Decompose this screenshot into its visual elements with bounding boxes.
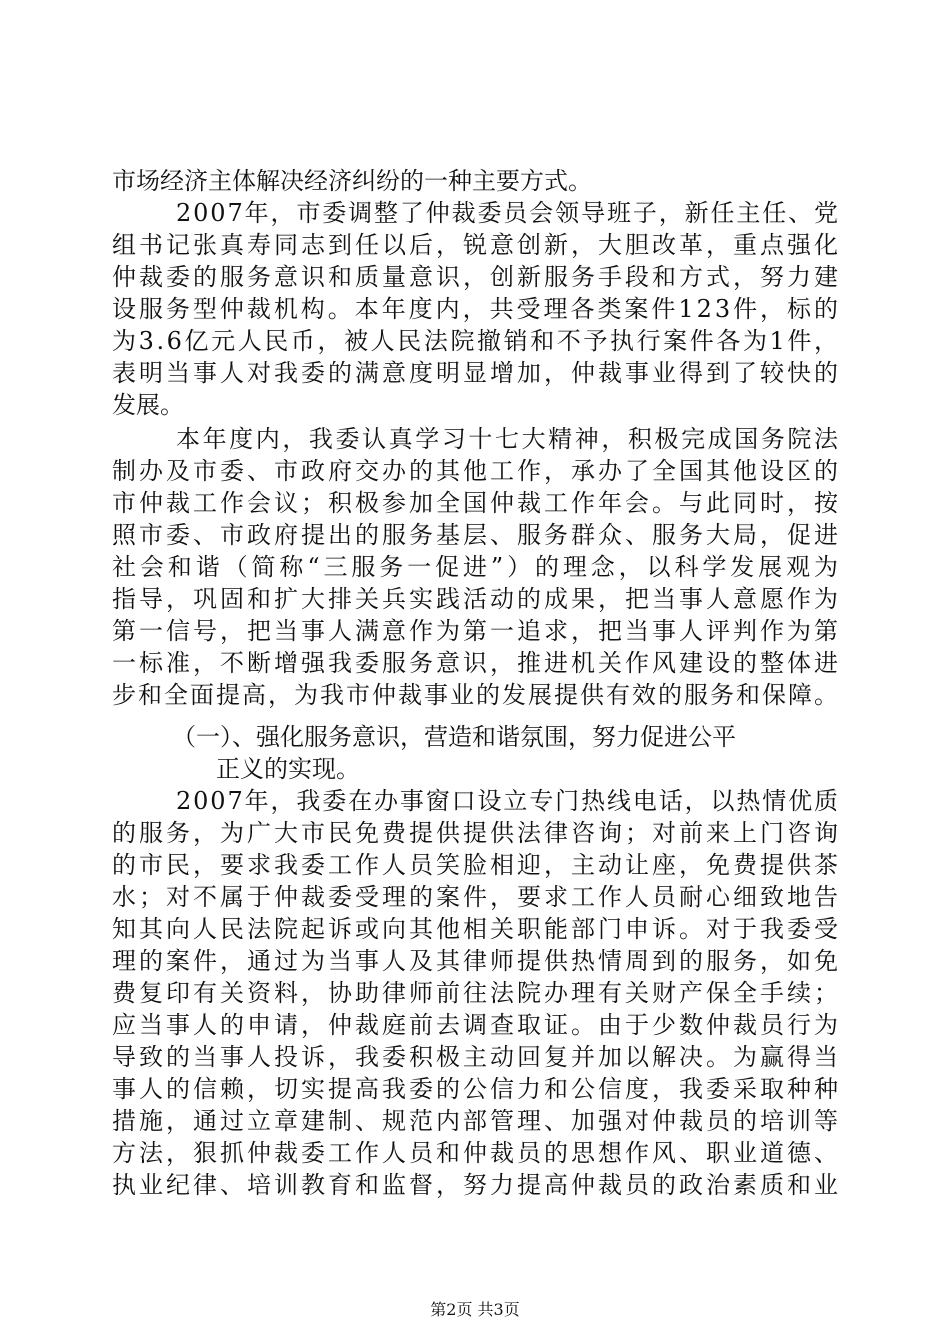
text-line: 费复印有关资料，协助律师前往法院办理有关财产保全手续； (112, 979, 841, 1007)
text-line: 制办及市委、市政府交办的其他工作，承办了全国其他设区的 (112, 457, 841, 485)
text-line: 照市委、市政府提出的服务基层、服务群众、服务大局，促进 (112, 521, 841, 549)
page-number-footer: 第2页 共3页 (430, 1300, 520, 1319)
text-line: 设服务型仲裁机构。本年度内，共受理各类案件123件，标的 (112, 295, 841, 323)
text-line: 2007年，我委在办事窗口设立专门热线电话，以热情优质 (176, 787, 840, 815)
text-line: 发展。 (112, 391, 184, 419)
text-line: 第一信号，把当事人满意作为第一追求，把当事人评判作为第 (112, 617, 841, 645)
text-line: 指导，巩固和扩大排关兵实践活动的成果，把当事人意愿作为 (112, 585, 841, 613)
text-line: 2007年，市委调整了仲裁委员会领导班子，新任主任、党 (176, 199, 840, 227)
text-line: 组书记张真寿同志到任以后，锐意创新，大胆改革，重点强化 (112, 231, 841, 259)
section-heading-line: （一）、强化服务意识，营造和谐氛围，努力促进公平 (172, 723, 736, 751)
text-line: 知其向人民法院起诉或向其他相关职能部门申诉。对于我委受 (112, 915, 841, 943)
text-line: 本年度内，我委认真学习十七大精神，积极完成国务院法 (176, 425, 841, 453)
section-heading-line: 正义的实现。 (216, 755, 360, 783)
text-line: 市仲裁工作会议；积极参加全国仲裁工作年会。与此同时，按 (112, 489, 841, 517)
text-line: 社会和谐（简称“三服务一促进”）的理念，以科学发展观为 (112, 553, 842, 581)
text-line: 的服务，为广大市民免费提供提供法律咨询；对前来上门咨询 (112, 819, 841, 847)
text-line: 仲裁委的服务意识和质量意识，创新服务手段和方式，努力建 (112, 263, 841, 291)
text-line: 理的案件，通过为当事人及其律师提供热情周到的服务，如免 (112, 947, 841, 975)
text-line: 一标准，不断增强我委服务意识，推进机关作风建设的整体进 (112, 649, 841, 677)
text-line: 市场经济主体解决经济纠纷的一种主要方式。 (112, 167, 592, 195)
text-line: 应当事人的申请，仲裁庭前去调查取证。由于少数仲裁员行为 (112, 1011, 841, 1039)
text-line: 执业纪律、培训教育和监督，努力提高仲裁员的政治素质和业 (112, 1171, 841, 1199)
text-line: 步和全面提高，为我市仲裁事业的发展提供有效的服务和保障。 (112, 681, 840, 709)
text-line: 为3.6亿元人民币，被人民法院撤销和不予执行案件各为1件， (112, 327, 841, 355)
text-line: 事人的信赖，切实提高我委的公信力和公信度，我委采取种种 (112, 1075, 841, 1103)
text-line: 导致的当事人投诉，我委积极主动回复并加以解决。为赢得当 (112, 1043, 841, 1071)
text-line: 措施，通过立章建制、规范内部管理、加强对仲裁员的培训等 (112, 1107, 841, 1135)
text-line: 方法，狠抓仲裁委工作人员和仲裁员的思想作风、职业道德、 (112, 1139, 841, 1167)
text-line: 表明当事人对我委的满意度明显增加，仲裁事业得到了较快的 (112, 359, 841, 387)
text-line: 的市民，要求我委工作人员笑脸相迎，主动让座，免费提供茶 (112, 851, 841, 879)
text-line: 水；对不属于仲裁委受理的案件，要求工作人员耐心细致地告 (112, 883, 841, 911)
